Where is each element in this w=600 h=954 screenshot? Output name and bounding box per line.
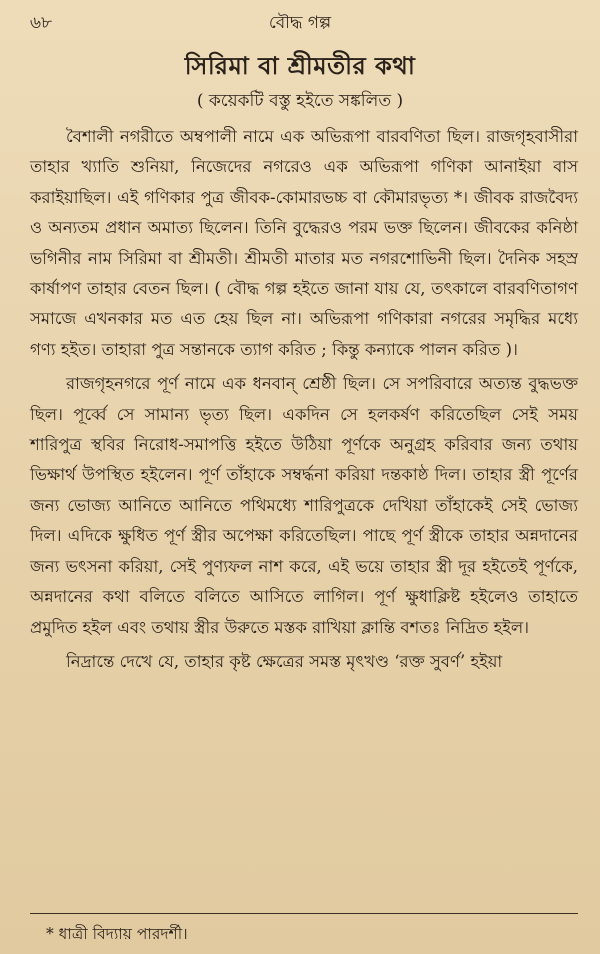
paragraph-3: নিদ্রান্তে দেখে যে, তাহার কৃষ্ট ক্ষেত্রের সমস্ত মৃৎখণ্ড ‘রক্ত সুবর্ণ’ হইয়া xyxy=(66,651,503,671)
story-title: সিরিমা বা শ্রীমতীর কথা xyxy=(184,51,416,80)
footnote-divider xyxy=(30,913,578,914)
paragraph-2: রাজগৃহনগরে পূর্ণ নামে এক ধনবান্ শ্রেষ্ঠী ছিল। সে সপরিবারে অত্যন্ত বুদ্ধভক্ত ছিল। পূর্ব্বে সে সামান্য ভৃত্য ছিল। একদিন সে হলকর্ষণ করিতেছিল সেই সময় শারিপুত্র স্থবির নিরোধ-সমাপত্তি হইতে উঠিয়া পূর্ণকে অনুগ্রহ করিবার জন্য তথায় ভিক্ষার্থ উপস্থিত হইলেন। পূর্ণ তাঁহাকে সম্বর্দ্ধনা করিয়া দন্তকাষ্ঠ দিল। তাহার স্ত্রী পূর্ণের জন্য ভোজ্য আনিতে আনিতে পথিমধ্যে শারিপুত্রকে দেখিয়া তাঁহাকেই সেই ভোজ্য দিল। এদিকে ক্ষুধিত পূর্ণ স্ত্রীর অপেক্ষা করিতেছিল। পাছে পূর্ণ স্ত্রীকে তাহার অন্নদানের জন্য ভৎসনা করিয়া, সেই পুণ্যফল নাশ করে, এই ভয়ে তাহার স্ত্রী দূর হইতেই পূর্ণকে, অন্নদানের কথা বলিতে বলিতে আসিতে লাগিল। পূর্ণ ক্ষুধাক্লিষ্ট হইলেও তাহাতে প্রমুদিত হইল এবং তথায় স্ত্রীর উরুতে মস্তক রাখিয়া ক্লান্তি বশতঃ নিদ্রিত হইল। xyxy=(30,374,578,637)
page-number: ৬৮ xyxy=(30,13,53,33)
footnote: * ধাত্রী বিদ্যায় পারদর্শী। xyxy=(46,925,188,943)
story-body xyxy=(30,122,578,677)
running-header xyxy=(0,10,600,36)
paragraph-1: বৈশালী নগরীতে অম্বপালী নামে এক অভিরূপা বারবণিতা ছিল। রাজগৃহবাসীরা তাহার খ্যাতি শুনিয়া, নিজেদের নগরেও এক অভিরূপা গণিকা আনাইয়া বাস করাইয়াছিল। এই গণিকার পুত্র জীবক-কোমারভচ্চ বা কৌমারভৃত্য *। জীবক রাজবৈদ্য ও অন্যতম প্রধান অমাত্য ছিলেন। তিনি বুদ্ধেরও পরম ভক্ত ছিলেন। জীবকের কনিষ্ঠা ভগিনীর নাম সিরিমা বা শ্রীমতী। শ্রীমতী মাতার মত নগরশোভিনী ছিল। দৈনিক সহস্র কার্ষাপণ তাহার বেতন ছিল। ( বৌদ্ধ গল্প হইতে জানা যায় যে, তৎকালে বারবণিতাগণ সমাজে এখনকার মত এত হেয় ছিল না। অভিরূপা গণিকারা নগরের সমৃদ্ধির মধ্যে গণ্য হইত। তাহারা পুত্র সন্তানকে ত্যাগ করিত ; কিন্তু কন্যাকে পালন করিত )। xyxy=(30,127,578,359)
story-subtitle: ( কয়েকটি বস্তু হইতে সঙ্কলিত ) xyxy=(196,91,404,111)
running-title: বৌদ্ধ গল্প xyxy=(268,13,332,33)
